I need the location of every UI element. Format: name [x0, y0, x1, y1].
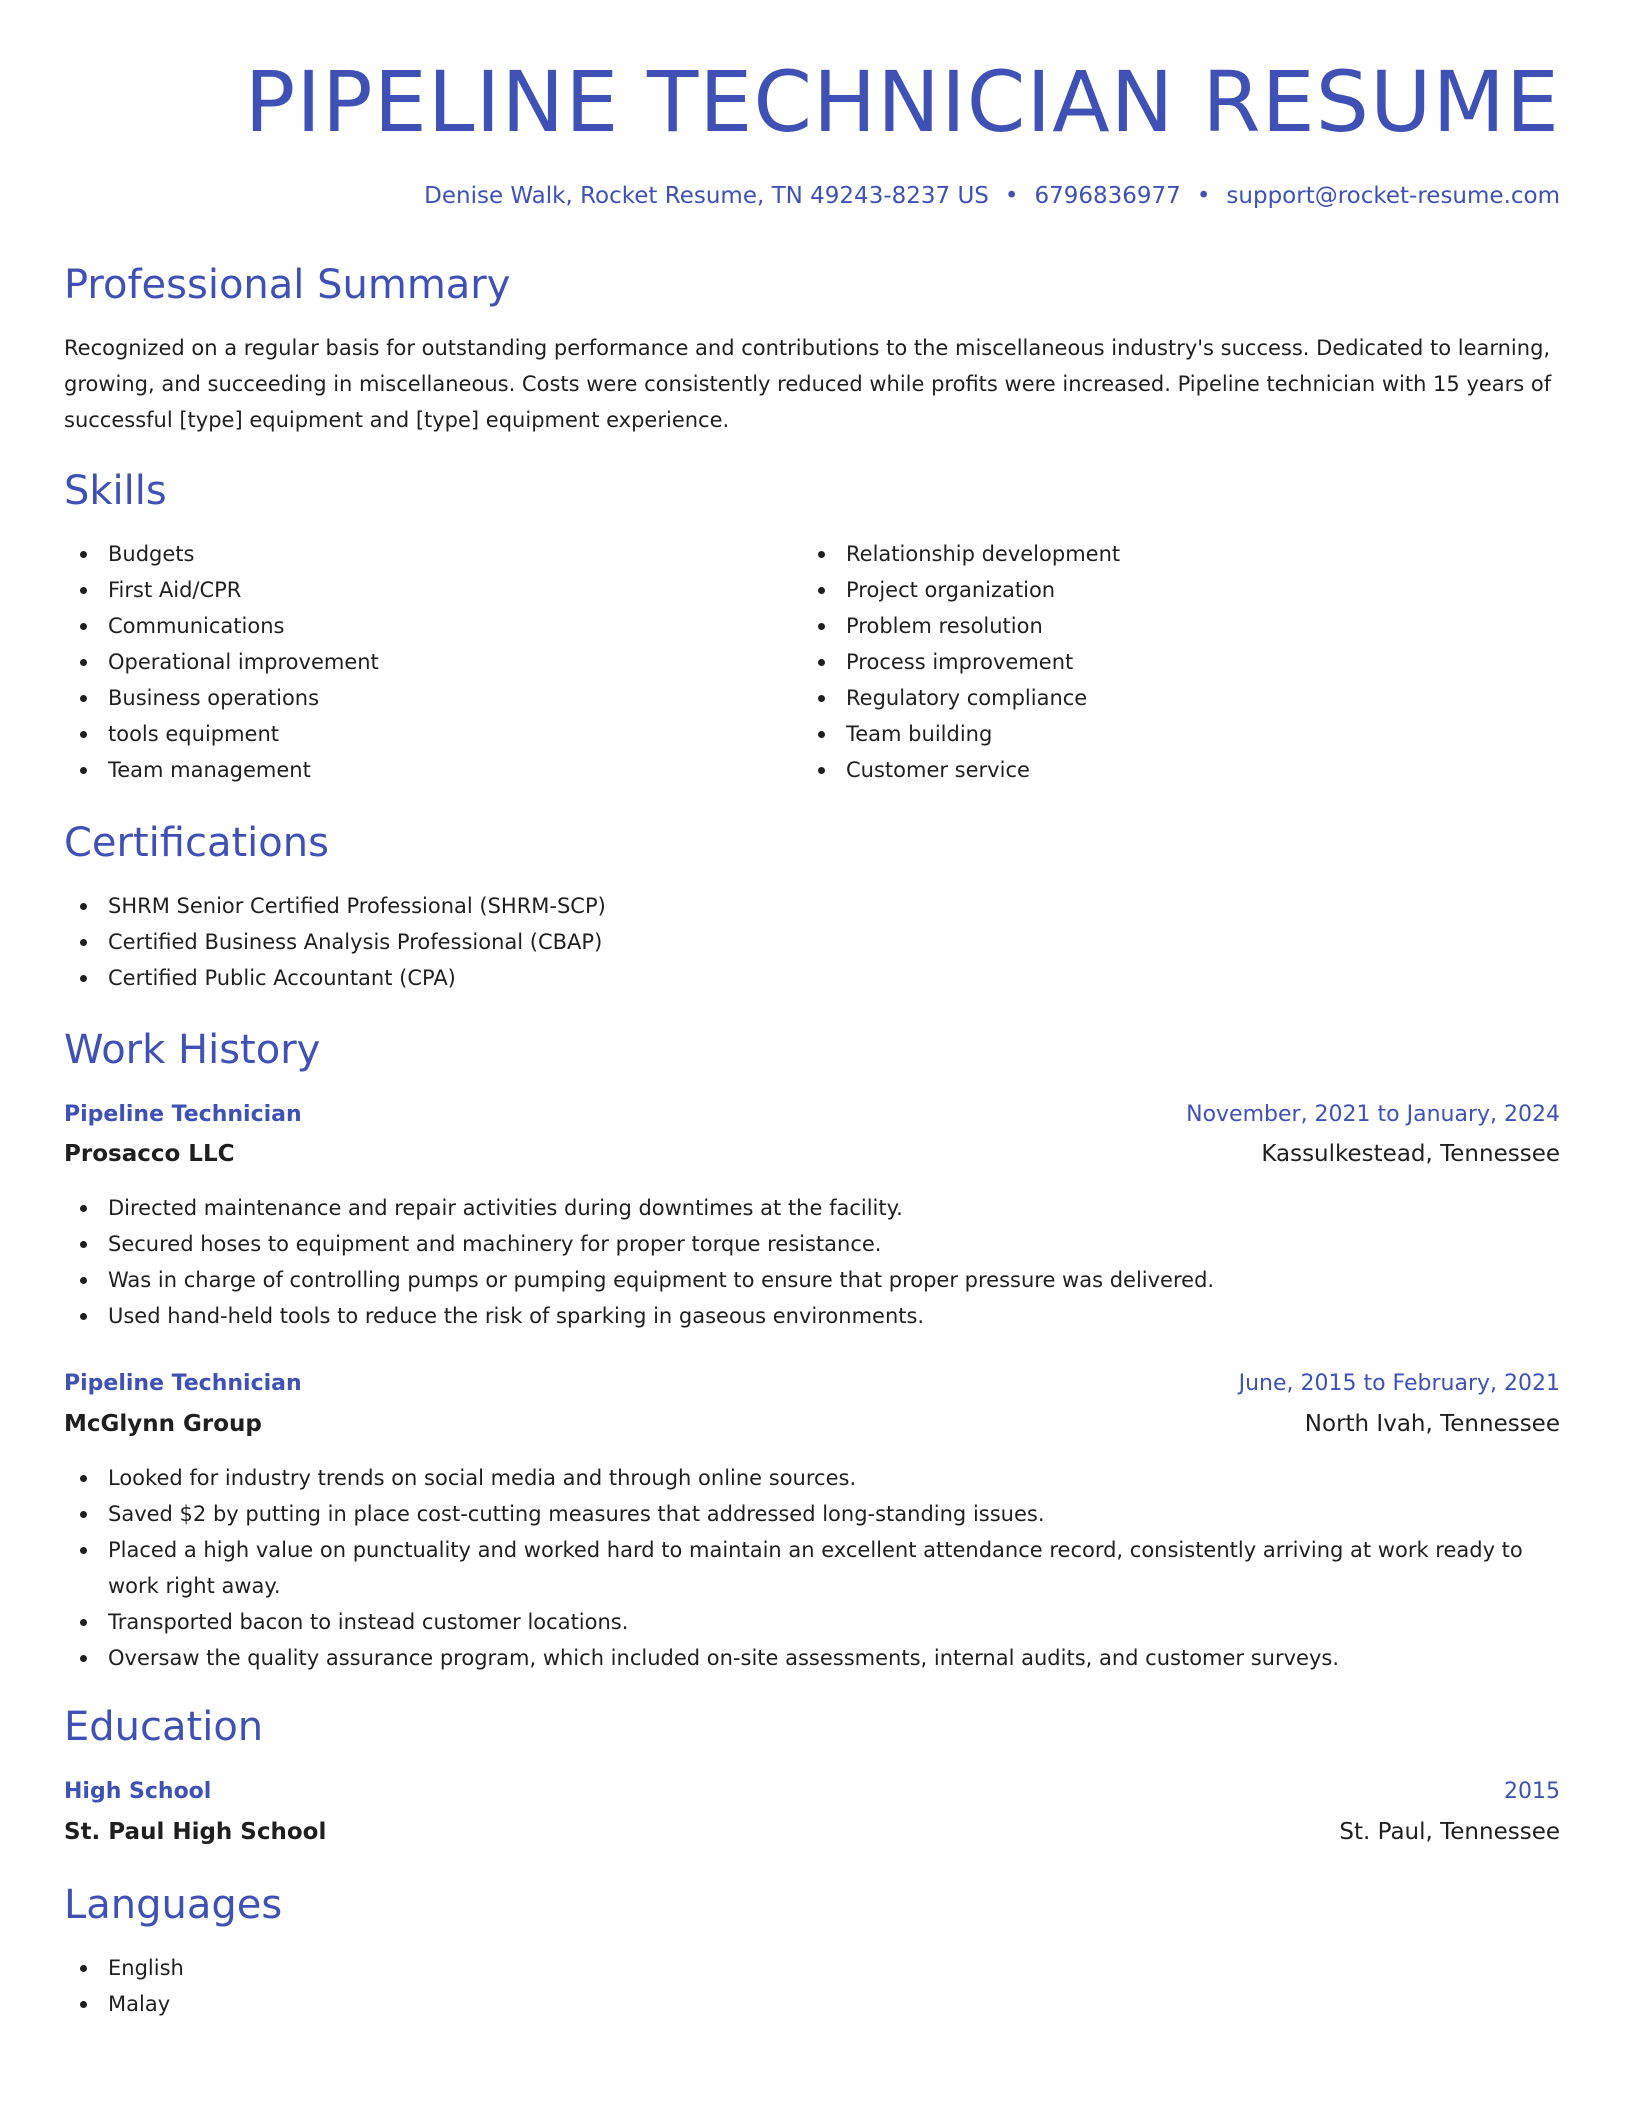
languages-list: [64, 1950, 764, 2022]
skill-item: Relationship development: [802, 536, 1502, 572]
job-bullet: Secured hoses to equipment and machinery for proper torque resistance.: [64, 1226, 1560, 1262]
certification-item: Certified Public Accountant (CPA): [64, 960, 1560, 996]
job-bullet: Directed maintenance and repair activities during downtimes at the facility.: [64, 1190, 1560, 1226]
job-header-row: [64, 1365, 1560, 1403]
skill-item: tools equipment: [64, 716, 764, 752]
job-bullets: [64, 1190, 1560, 1334]
skill-item: Team building: [802, 716, 1502, 752]
skill-item: Problem resolution: [802, 608, 1502, 644]
skill-item: First Aid/CPR: [64, 572, 764, 608]
summary-heading: Professional Summary: [64, 262, 511, 308]
skill-item: Customer service: [802, 752, 1502, 788]
summary-text: Recognized on a regular basis for outstanding performance and contributions to the miscellaneous industry's success. Dedicated to learning, growing, and succeeding in miscellaneous. Costs were consistently reduced while profits were increased. Pipeline technician with 15 years of successful [type] equipment and [type] equipment experience.: [64, 336, 1552, 432]
skill-item: Regulatory compliance: [802, 680, 1502, 716]
job-employer-row: [64, 1405, 1560, 1443]
certification-item: Certified Business Analysis Professional (CBAP): [64, 924, 1560, 960]
job-employer-row: [64, 1135, 1560, 1173]
job-bullet: Used hand-held tools to reduce the risk of sparking in gaseous environments.: [64, 1298, 1560, 1334]
skills-list-right: [802, 536, 1502, 788]
job-employer: McGlynn Group: [64, 1411, 262, 1437]
work-heading: Work History: [64, 1027, 321, 1073]
job-title: Pipeline Technician: [64, 1102, 302, 1127]
skills-heading: Skills: [64, 468, 167, 514]
contact-separator: •: [1004, 183, 1019, 209]
contact-address: Denise Walk, Rocket Resume, TN 49243-8237 US: [424, 183, 989, 209]
skill-item: Business operations: [64, 680, 764, 716]
job-bullet: Was in charge of controlling pumps or pumping equipment to ensure that proper pressure was delivered.: [64, 1262, 1560, 1298]
certification-item: SHRM Senior Certified Professional (SHRM-SCP): [64, 888, 1560, 924]
skill-item: Communications: [64, 608, 764, 644]
education-year: 2015: [1504, 1779, 1560, 1804]
education-location: St. Paul, Tennessee: [1339, 1819, 1560, 1845]
job-header-row: [64, 1096, 1560, 1134]
certifications-heading: Certifications: [64, 820, 329, 866]
resume-page: [64, 0, 1560, 2112]
job-title: Pipeline Technician: [64, 1371, 302, 1396]
education-degree: High School: [64, 1779, 212, 1804]
job-bullet: Oversaw the quality assurance program, which included on-site assessments, internal audits, and customer surveys.: [64, 1640, 1564, 1676]
job-employer: Prosacco LLC: [64, 1141, 235, 1167]
language-item: English: [64, 1950, 764, 1986]
contact-separator: •: [1196, 183, 1211, 209]
skill-item: Operational improvement: [64, 644, 764, 680]
certifications-list: [64, 888, 1560, 996]
job-location: Kassulkestead, Tennessee: [1261, 1141, 1560, 1167]
skills-list-left: [64, 536, 764, 788]
skill-item: Team management: [64, 752, 764, 788]
job-bullet: Saved $2 by putting in place cost-cutting measures that addressed long-standing issues.: [64, 1496, 1564, 1532]
education-school: St. Paul High School: [64, 1819, 327, 1845]
skill-item: Process improvement: [802, 644, 1502, 680]
job-bullet: Placed a high value on punctuality and worked hard to maintain an excellent attendance record, consistently arriving at work ready to work right away.: [64, 1532, 1564, 1604]
resume-title: PIPELINE TECHNICIAN RESUME: [244, 53, 1560, 151]
job-dates: November, 2021 to January, 2024: [1186, 1102, 1560, 1127]
education-header-row: [64, 1773, 1560, 1811]
job-bullets: [64, 1460, 1564, 1676]
languages-heading: Languages: [64, 1882, 283, 1928]
job-dates: June, 2015 to February, 2021: [1238, 1371, 1560, 1396]
language-item: Malay: [64, 1986, 764, 2022]
job-bullet: Transported bacon to instead customer locations.: [64, 1604, 1564, 1640]
job-location: North Ivah, Tennessee: [1304, 1411, 1560, 1437]
job-bullet: Looked for industry trends on social media and through online sources.: [64, 1460, 1564, 1496]
skill-item: Budgets: [64, 536, 764, 572]
contact-phone: 6796836977: [1034, 183, 1181, 209]
contact-line: [424, 180, 1560, 212]
education-school-row: [64, 1813, 1560, 1851]
education-heading: Education: [64, 1704, 264, 1750]
contact-email: support@rocket-resume.com: [1226, 183, 1560, 209]
skill-item: Project organization: [802, 572, 1502, 608]
